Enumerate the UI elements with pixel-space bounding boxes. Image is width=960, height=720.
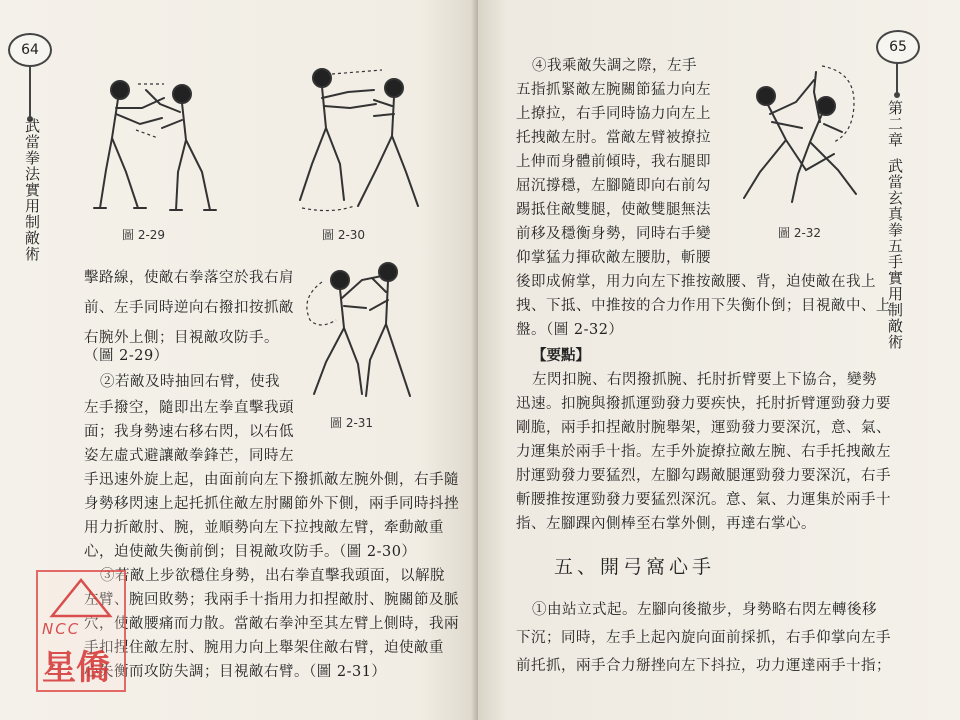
body-text-line: 托拽敵左肘。當敵左臂被撩拉 [516,130,711,146]
body-text-line: 仰掌猛力揮砍敵左腰肋，斬腰 [516,250,711,266]
key-points-line: 剛脆，兩手扣捏敵肘腕舉架，運勁發力要深沉，意、氣、 [516,420,891,436]
body-text-line: 上撩拉，右手同時協力向左上 [516,106,711,122]
body-text-line: 左手撥空，隨即出左拳直擊我頭 [84,400,294,416]
page-number-right: 65 [876,30,920,64]
figure-2-31 [300,258,420,408]
figure-caption: 圖 2-29 [122,228,166,242]
body-text-line: 後即成俯掌，用力向左下推按敵腰、背，迫使敵在我上 [516,274,876,290]
body-text-line: ③若敵上步欲穩住身勢，出右拳直擊我頭面，以解脫 [100,568,445,584]
figure-caption: 圖 2-32 [778,226,822,240]
key-points-line: 肘運勁發力要猛烈，左腳勾踢敵腿運勁發力要深沉，右手 [516,468,891,484]
chapter-label: 第二章 [886,100,904,148]
body-text-line: 五指抓緊敵左腕關節猛力向左 [516,82,711,98]
key-points-line: 迅速。扣腕與撥抓運勁發力要疾快，托肘折臂運勁發力要 [516,396,891,412]
page-number-rule [29,66,31,118]
stamp-name: 星僑 [42,648,110,688]
running-title-left: 武當拳法實用制敵術 [23,118,41,262]
section-heading: 五、開弓窩心手 [554,556,716,578]
body-text-line: 左臂、腕回敗勢；我兩手十指用力扣捏敵肘、腕關節及脈 [84,592,459,608]
stamp-text: NCC [42,620,81,638]
right-page [478,0,960,720]
body-text-line: 心，迫使敵失衡前倒；目視敵攻防手。（圖 2-30） [84,544,417,560]
body-text-line: 姿左虛式避讓敵拳鋒芒，同時左 [84,448,294,464]
watermark-stamp [36,570,126,690]
body-text-line: 前托抓，兩手合力掰挫向左下抖拉，功力運達兩手十指； [516,658,891,674]
key-points-heading: 【要點】 [532,347,590,364]
body-text-line: 手扣捏住敵左肘、腕用力向上舉架住敵右臂，迫使敵重 [84,640,444,656]
body-text-line: 手迅速外旋上起，由面前向左下撥抓敵左腕外側，右手隨 [84,472,459,488]
body-text-line: 心失衡而攻防失調；目視敵右臂。（圖 2-31） [84,664,387,680]
figure-2-30 [282,60,428,220]
key-points-line: 斬腰推按運勁發力要猛烈深沉。意、氣、力運集於兩手十 [516,492,891,508]
body-text-line: 前、左手同時逆向右撥扣按抓敵 [84,300,294,316]
body-text-line: 屈沉撐穩，左腳隨即向右前勾 [516,178,711,194]
body-text-line: 上伸而身體前傾時，我右腿即 [516,154,711,170]
body-text-line: 拽、下抵、中推按的合力作用下失衡仆倒；目視敵中、上 [516,298,891,314]
body-text-line: ①由站立式起。左腳向後撤步，身勢略右閃左轉後移 [532,602,877,618]
body-text-line: 盤。（圖 2-32） [516,322,624,338]
figure-2-32 [730,62,880,212]
page-number-left: 64 [8,33,52,67]
body-text-line: 穴，使敵腰痛而力散。當敵右拳沖至其左臂上側時，我兩 [84,616,459,632]
figure-caption: 圖 2-31 [330,416,374,430]
body-text-line: 右腕外上側；目視敵攻防手。 [84,330,279,346]
body-text-line: ④我乘敵失調之際，左手 [532,58,697,74]
body-text-line: ②若敵及時抽回右臂，使我 [100,374,280,390]
left-page [0,0,478,720]
key-points-line: 指、左腳踝內側棒至右掌外側，再達右掌心。 [516,516,816,532]
body-text-line: 身勢移閃速上起托抓住敵左肘關節外下側，兩手同時抖挫 [84,496,459,512]
body-text-line: 面；我身勢速右移右閃，以右低 [84,424,294,440]
key-points-line: 力運集於兩手十指。左手外旋撩拉敵左腕、右手托拽敵左 [516,444,891,460]
figure-2-29 [78,68,218,220]
body-text-line: （圖 2-29） [84,348,169,364]
figure-caption: 圖 2-30 [322,228,366,242]
body-text-line: 用力折敵肘、腕，並順勢向左下拉拽敵左臂，牽動敵重 [84,520,444,536]
key-points-line: 左閃扣腕、右閃撥抓腕、托肘折臂要上下協合，變勢 [532,372,877,388]
running-title-right: 武當玄真拳五手實用制敵術 [886,158,904,350]
body-text-line: 前移及穩衡身勢，同時右手變 [516,226,711,242]
body-text-line: 擊路線，使敵右拳落空於我右肩 [84,270,294,286]
rule-dot [894,92,900,98]
body-text-line: 下沉；同時，左手上起內旋向面前採抓，右手仰掌向左手 [516,630,891,646]
page-number-rule [896,62,898,94]
body-text-line: 踢抵住敵雙腿，使敵雙腿無法 [516,202,711,218]
